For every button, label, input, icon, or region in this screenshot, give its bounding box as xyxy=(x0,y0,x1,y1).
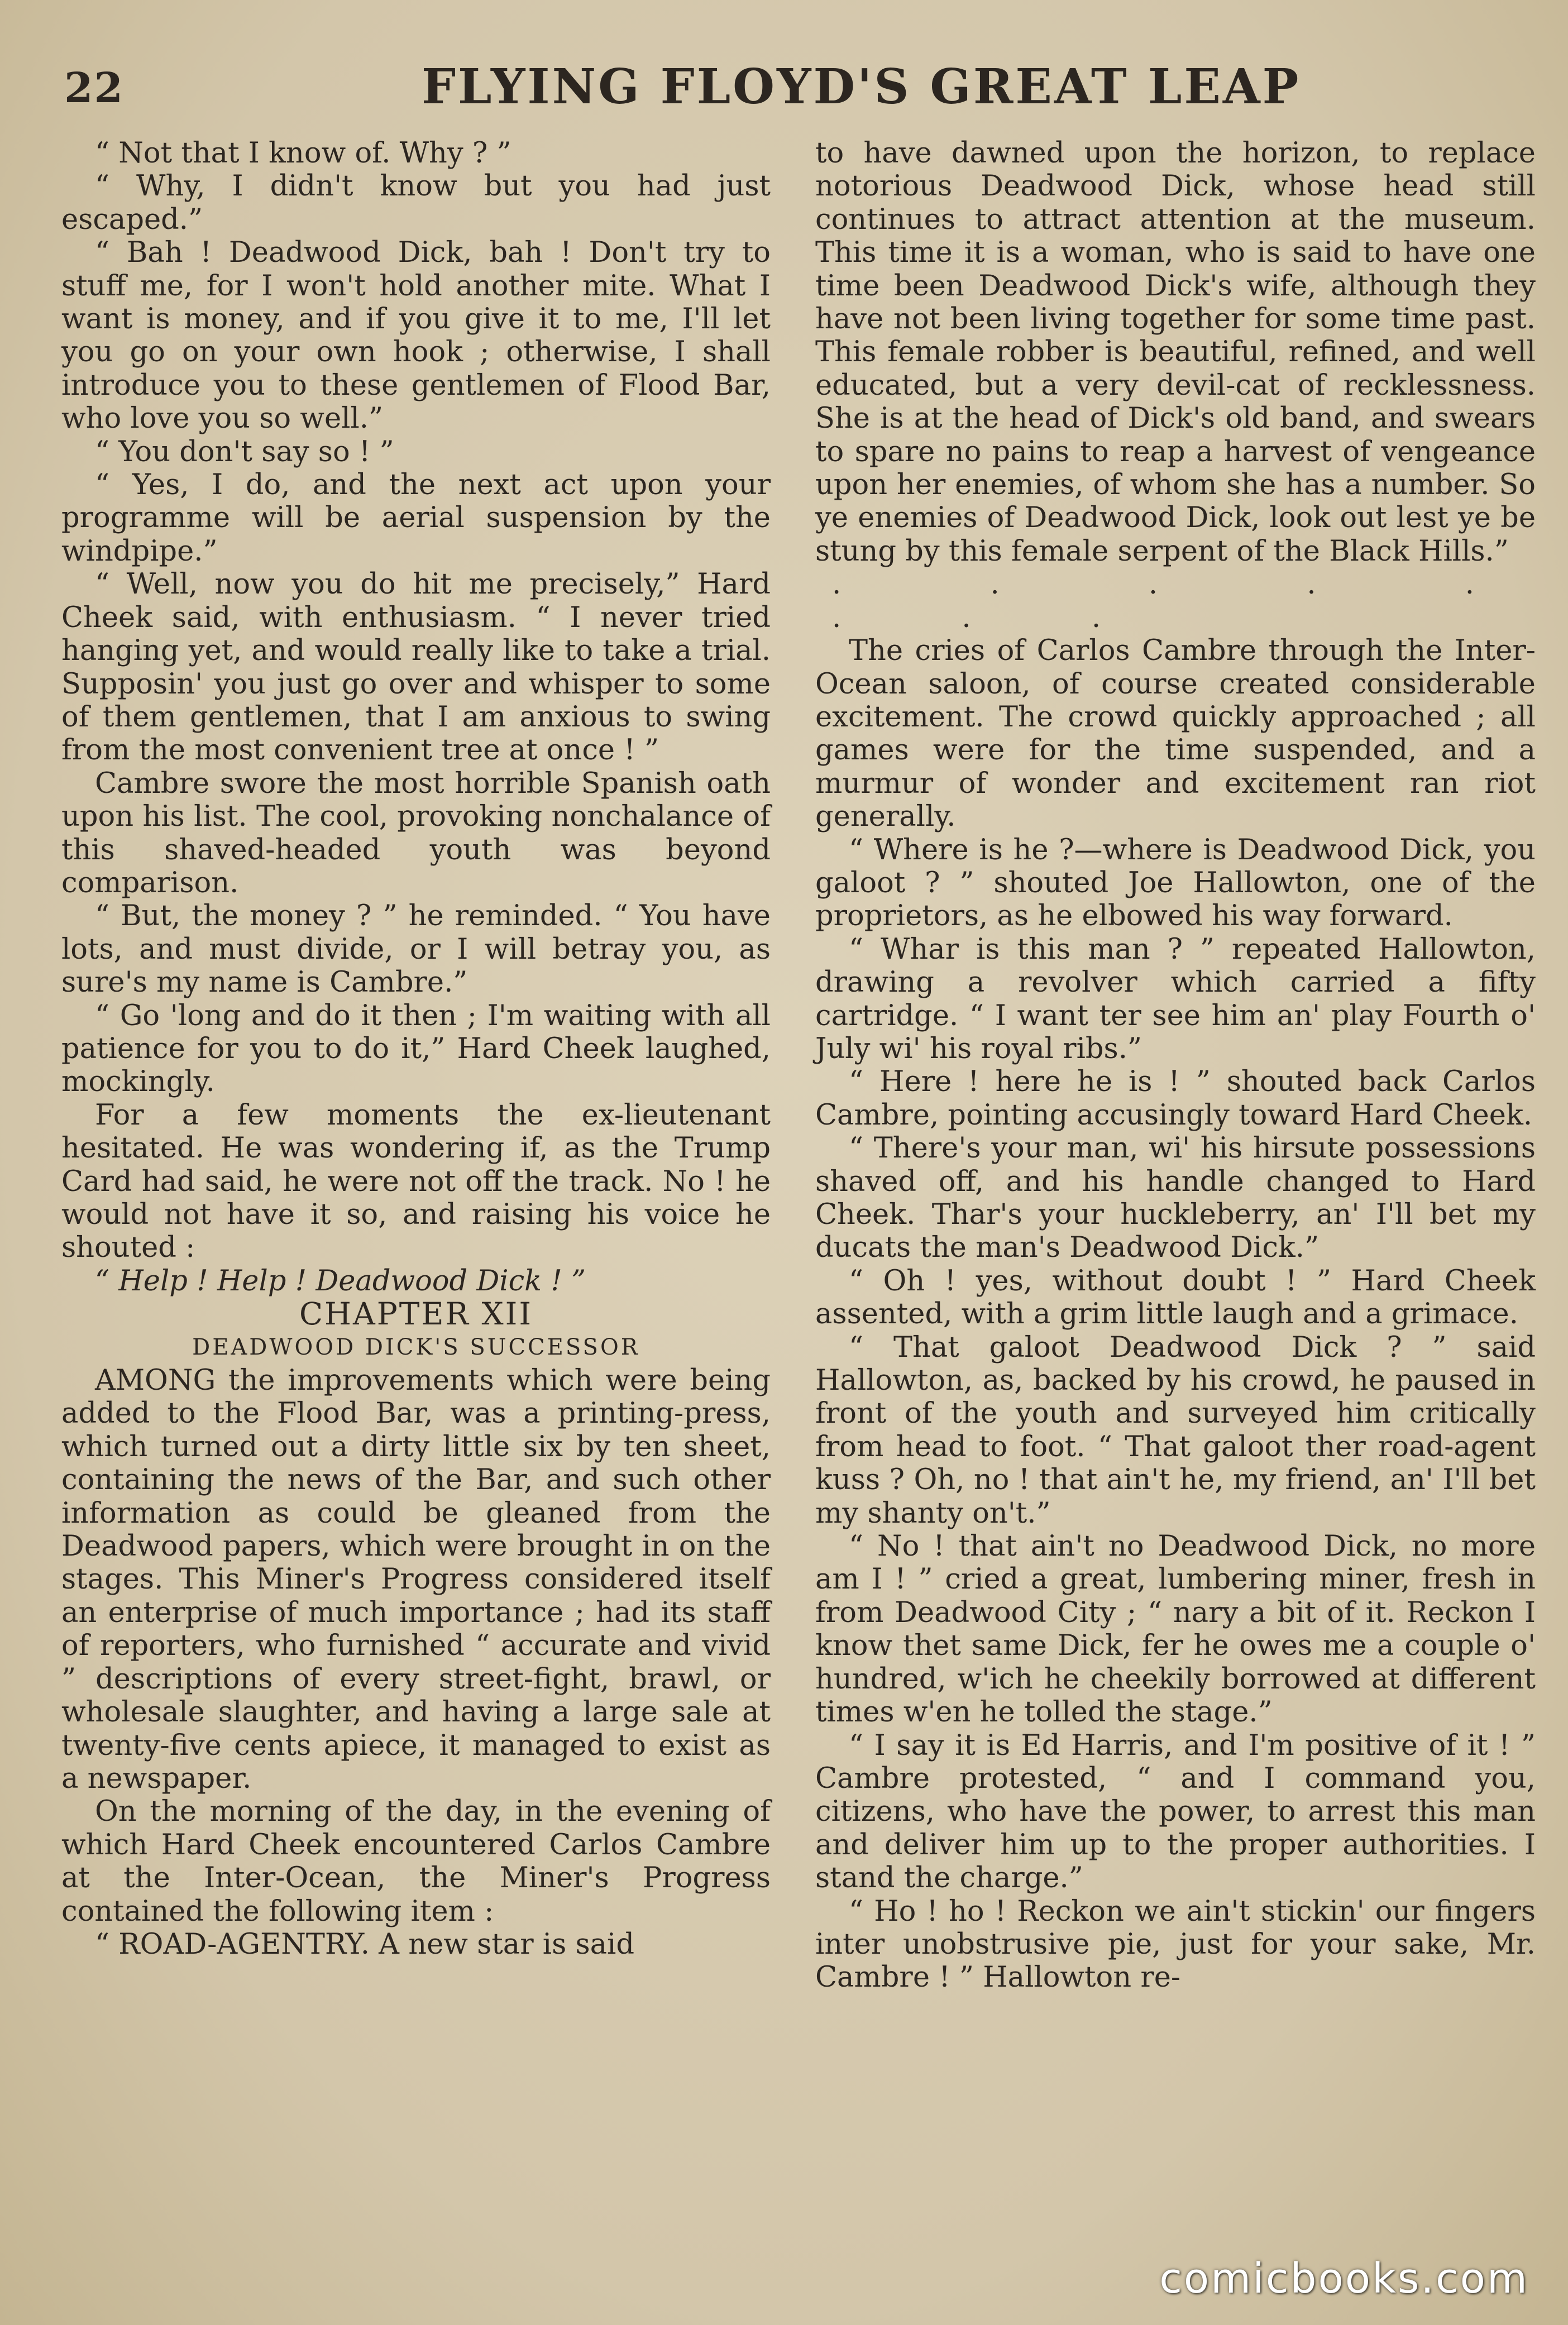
cry-for-help: “ Help ! Help ! Deadwood Dick ! ” xyxy=(95,1264,586,1298)
paragraph: “ Here ! here he is ! ” shouted back Carlos Cambre, pointing accusingly toward Hard Cheek. xyxy=(815,1065,1536,1132)
paragraph: “ Ho ! ho ! Reckon we ain't stickin' our fingers inter unobstrusive pie, just for your sake, Mr. Cambre ! ” Hallowton re- xyxy=(815,1895,1536,1994)
notice-continued: to have dawned upon the horizon, to replace notorious Deadwood Dick, whose head still continues to attract attention at the museum. This time it is a woman, who is said to have one time been Deadwood Dick's wife, although they have not been living together for some time past. This female robber is beautiful, refined, and well educated, but a very devil-cat of recklessness. She is at the head of Dick's old band, and swears to spare no pains to reap a harvest of vengeance upon her enemies, of whom she has a number. So ye enemies of Deadwood Dick, look out lest ye be stung by this female serpent of the Black Hills.” xyxy=(815,137,1536,568)
paragraph: “ Yes, I do, and the next act upon your programme will be aerial suspension by the windpipe.” xyxy=(61,468,771,568)
paragraph: “ Whar is this man ? ” repeated Hallowton, drawing a revolver which carried a fifty cartridge. “ I want ter see him an' play Fourth o' July wi' his royal ribs.” xyxy=(815,932,1536,1065)
paragraph: “ Well, now you do hit me precisely,” Hard Cheek said, with enthusiasm. “ I never tried hanging yet, and would really like to take a trial. Supposin' you just go over and whisper to some of them gentlemen, that I am anxious to swing from the most convenient tree at once ! ” xyxy=(61,568,771,767)
paragraph: “ No ! that ain't no Deadwood Dick, no more am I ! ” cried a great, lumbering miner, fresh in from Deadwood City ; “ nary a bit of it. Reckon I know thet same Dick, fer he owes me a couple o' hundred, w'ich he cheekily borrowed at different times w'en he tolled the stage.” xyxy=(815,1530,1536,1729)
paragraph: “ That galoot Deadwood Dick ? ” said Hallowton, as, backed by his crowd, he paused in front of the youth and surveyed him critically from head to foot. “ That galoot ther road-agent kuss ? Oh, no ! that ain't he, my friend, an' I'll bet my shanty on't.” xyxy=(815,1331,1536,1530)
paragraph: “ Oh ! yes, without doubt ! ” Hard Cheek assented, with a grim little laugh and a grimace. xyxy=(815,1264,1536,1331)
section-break: . . . . . . . . xyxy=(832,568,1530,634)
page-header xyxy=(64,59,1538,131)
paragraph: “ Why, I didn't know but you had just escaped.” xyxy=(61,170,771,236)
left-column xyxy=(61,137,771,1961)
notice-start: “ ROAD-AGENTRY. A new star is said xyxy=(95,1927,635,1961)
paragraph: “ Where is he ?—where is Deadwood Dick, you galoot ? ” shouted Joe Hallowton, one of the proprietors, as he elbowed his way forward. xyxy=(815,833,1536,933)
paragraph: Cambre swore the most horrible Spanish oath upon his list. The cool, provoking nonchalance of this shaved-headed youth was beyond comparison. xyxy=(61,767,771,900)
running-title: FLYING FLOYD'S GREAT LEAP xyxy=(422,59,1301,115)
watermark: comicbooks.com xyxy=(1159,2255,1529,2303)
paragraph: “ You don't say so ! ” xyxy=(95,435,394,468)
page-number: 22 xyxy=(64,64,124,112)
paragraph: The cries of Carlos Cambre through the Inter-Ocean saloon, of course created considerable excitement. The crowd quickly approached ; all games were for the time suspended, and a murmur of wonder and excitement ran riot generally. xyxy=(815,634,1536,834)
paragraph: “ There's your man, wi' his hirsute possessions shaved off, and his handle changed to Hard Cheek. Thar's your huckleberry, an' I'll bet my ducats the man's Deadwood Dick.” xyxy=(815,1132,1536,1265)
paragraph: For a few moments the ex-lieutenant hesitated. He was wondering if, as the Trump Card had said, he were not off the track. No ! he would not have it so, and raising his voice he shouted : xyxy=(61,1098,771,1265)
paragraph: “ Bah ! Deadwood Dick, bah ! Don't try to stuff me, for I won't hold another mite. What I want is money, and if you give it to me, I'll let you go on your own hook ; otherwise, I shall introduce you to these gentlemen of Flood Bar, who love you so well.” xyxy=(61,236,771,436)
right-column xyxy=(815,137,1536,1994)
paragraph: “ Go 'long and do it then ; I'm waiting with all patience for you to do it,” Hard Cheek laughed, mockingly. xyxy=(61,999,771,1099)
paragraph: AMONG the improvements which were being added to the Flood Bar, was a printing-press, which turned out a dirty little six by ten sheet, containing the news of the Bar, and such other information as could be gleaned from the Deadwood papers, which were brought in on the stages. This Miner's Progress considered itself an enterprise of much importance ; had its staff of reporters, who furnished “ accurate and vivid ” descriptions of every street-fight, brawl, or wholesale slaughter, and having a large sale at twenty-five cents apiece, it managed to exist as a newspaper. xyxy=(61,1364,771,1795)
chapter-subtitle: DEADWOOD DICK'S SUCCESSOR xyxy=(192,1334,640,1360)
paragraph: On the morning of the day, in the evening of which Hard Cheek encountered Carlos Cambre at the Inter-Ocean, the Miner's Progress contained the following item : xyxy=(61,1795,771,1928)
paragraph: “ Not that I know of. Why ? ” xyxy=(95,137,511,170)
chapter-title: CHAPTER XII xyxy=(299,1296,533,1332)
paragraph: “ But, the money ? ” he reminded. “ You have lots, and must divide, or I will betray you, as sure's my name is Cambre.” xyxy=(61,900,771,999)
paragraph: “ I say it is Ed Harris, and I'm positive of it ! ” Cambre protested, “ and I command you, citizens, who have the power, to arrest this man and deliver him up to the proper authorities. I stand the charge.” xyxy=(815,1729,1536,1895)
